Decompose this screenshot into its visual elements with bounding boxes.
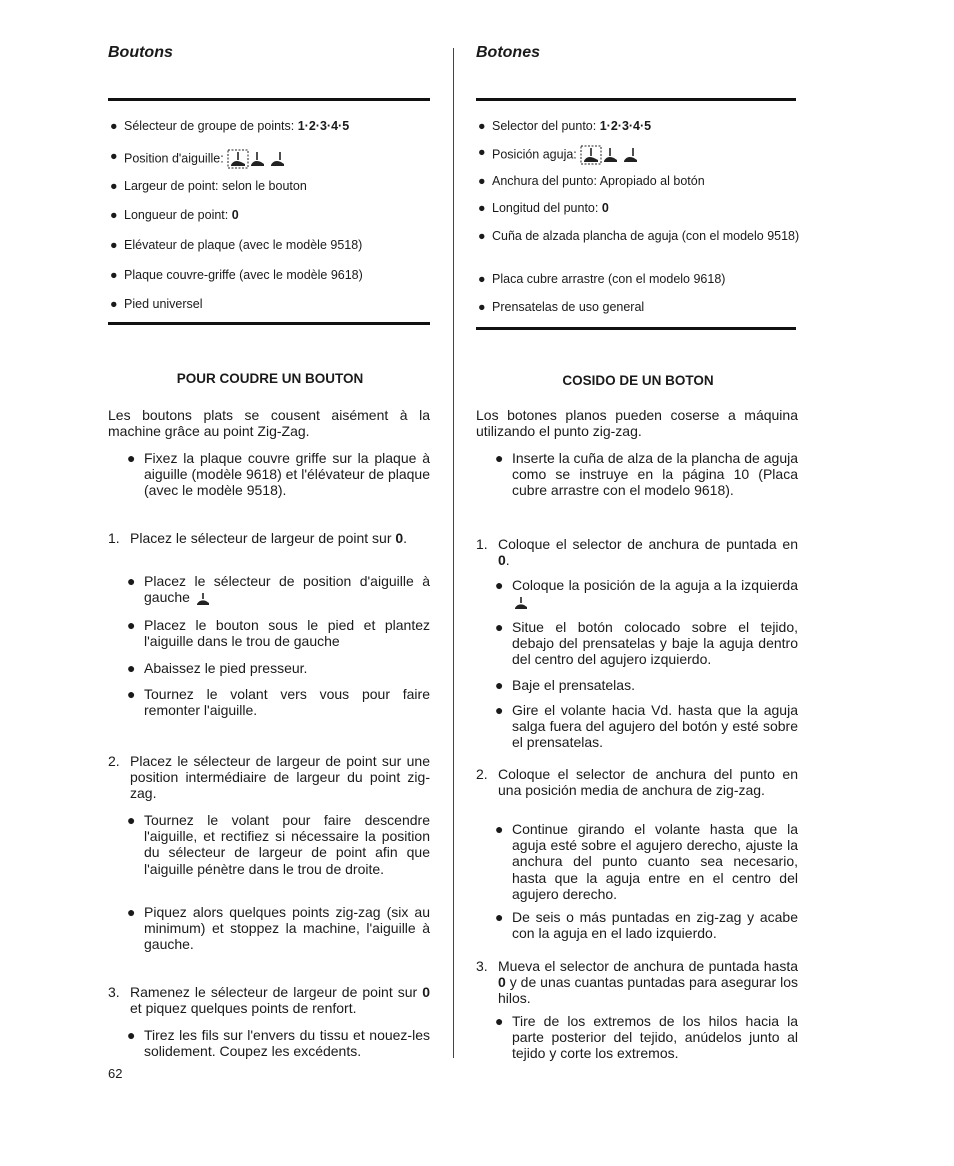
spec-item: ● Posición aguja: bbox=[476, 145, 800, 165]
spec-item: ● Selector del punto: 1·2·3·4·5 bbox=[478, 119, 652, 133]
section-title-french: Boutons bbox=[108, 44, 173, 61]
step-3-bullet: ● Tirez les fils sur l'envers du tissu et nouez-les solidement. Coupez les excédents. bbox=[127, 1027, 430, 1060]
needle-position-icons bbox=[227, 149, 289, 169]
step-1-bullet: ● Coloque la posición de la aguja a la izquierda bbox=[512, 577, 798, 610]
step-2-bullet: ● Continue girando el volante hasta que la aguja esté sobre el agujero derecho, ajuste la anchura del punto cuanto sea necesario, hasta que la aguja entre en el centro del agujero derecho. bbox=[495, 821, 798, 902]
spec-item: ● Sélecteur de groupe de points: 1·2·3·4·5 bbox=[110, 119, 350, 133]
spec-item: ● Cuña de alzada plancha de aguja (con el modelo 9518) bbox=[478, 229, 800, 243]
spec-item: ● Position d'aiguille: bbox=[108, 149, 432, 169]
section-title-spanish: Botones bbox=[476, 44, 540, 61]
needle-left-icon bbox=[194, 592, 216, 606]
bottom-rule bbox=[476, 327, 796, 330]
step-1: 1. Placez le sélecteur de largeur de point sur 0. bbox=[108, 530, 408, 546]
spec-item: ● Elévateur de plaque (avec le modèle 9518) bbox=[110, 238, 363, 252]
prep-bullet: ● Inserte la cuña de alza de la plancha de aguja como se instruye en la página 10 (Placa cubre arrastre con el modelo 9618). bbox=[495, 450, 798, 499]
step-1-bullet: ● Placez le bouton sous le pied et plantez l'aiguille dans le trou de gauche bbox=[127, 617, 430, 650]
step-1-bullet: ● Gire el volante hacia Vd. hasta que la aguja salga fuera del agujero del botón y esté sobre el prensatelas. bbox=[495, 702, 798, 751]
step-1-bullet: ● Tournez le volant vers vous pour faire remonter l'aiguille. bbox=[127, 686, 430, 719]
step-2-bullet: ● De seis o más puntadas en zig-zag y acabe con la aguja en el lado izquierdo. bbox=[495, 909, 798, 942]
top-rule bbox=[476, 98, 796, 101]
section-heading: POUR COUDRE UN BOUTON bbox=[176, 371, 364, 386]
spec-item: ● Plaque couvre-griffe (avec le modèle 9618) bbox=[110, 268, 363, 282]
step-3: 3. Mueva el selector de anchura de puntada hasta 0 y de unas cuantas puntadas para asegurar los hilos. bbox=[476, 958, 798, 1007]
bottom-rule bbox=[108, 322, 430, 325]
section-heading: COSIDO DE UN BOTON bbox=[562, 373, 714, 388]
page-number: 62 bbox=[108, 1066, 123, 1081]
step-1-bullet: ● Abaissez le pied presseur. bbox=[127, 660, 308, 676]
step-2: 2. Placez le sélecteur de largeur de point sur une position intermédiaire de largeur du point zig-zag. bbox=[108, 753, 430, 802]
step-3: 3. Ramenez le sélecteur de largeur de point sur 0 et piquez quelques points de renfort. bbox=[108, 984, 430, 1017]
step-1-bullet: ● Situe el botón colocado sobre el tejido, debajo del prensatelas y baje la aguja dentro del centro del agujero izquierdo. bbox=[495, 619, 798, 668]
step-1: 1. Coloque el selector de anchura de puntada en 0. bbox=[476, 536, 798, 569]
needle-left-icon bbox=[512, 596, 534, 610]
top-rule bbox=[108, 98, 430, 101]
spec-item: ● Prensatelas de uso general bbox=[478, 300, 645, 314]
spec-item: ● Largeur de point: selon le bouton bbox=[110, 179, 307, 193]
step-3-bullet: ● Tire de los extremos de los hilos hacia la parte posterior del tejido, anúdelos junto al tejido y corte los extremos. bbox=[495, 1013, 798, 1062]
step-1-bullet: ● Placez le sélecteur de position d'aiguille à gauche bbox=[127, 573, 430, 606]
intro-paragraph: Les boutons plats se cousent aisément à la machine grâce au point Zig-Zag. bbox=[108, 407, 430, 440]
prep-bullet: ● Fixez la plaque couvre griffe sur la plaque à aiguille (modèle 9618) et l'élévateur de plaque (avec le modèle 9518). bbox=[127, 450, 430, 499]
spec-item: ● Placa cubre arrastre (con el modelo 9618) bbox=[478, 272, 726, 286]
step-1-bullet: ● Baje el prensatelas. bbox=[495, 677, 635, 693]
intro-paragraph: Los botones planos pueden coserse a máquina utilizando el punto zig-zag. bbox=[476, 407, 798, 440]
spec-item: ● Anchura del punto: Apropiado al botón bbox=[478, 174, 705, 188]
step-2-bullet: ● Piquez alors quelques points zig-zag (six au minimum) et stoppez la machine, l'aiguille à gauche. bbox=[127, 904, 430, 953]
needle-position-icons bbox=[580, 145, 642, 165]
column-divider bbox=[453, 48, 454, 1058]
spec-item: ● Longueur de point: 0 bbox=[110, 208, 239, 222]
spec-item: ● Pied universel bbox=[110, 297, 203, 311]
spec-item: ● Longitud del punto: 0 bbox=[478, 201, 609, 215]
step-2-bullet: ● Tournez le volant pour faire descendre l'aiguille, et rectifiez si nécessaire la position du sélecteur de largeur de point afin que l'aiguille pénètre dans le trou de droite. bbox=[127, 812, 430, 877]
step-2: 2. Coloque el selector de anchura del punto en una posición media de anchura de zig-zag. bbox=[476, 766, 798, 799]
